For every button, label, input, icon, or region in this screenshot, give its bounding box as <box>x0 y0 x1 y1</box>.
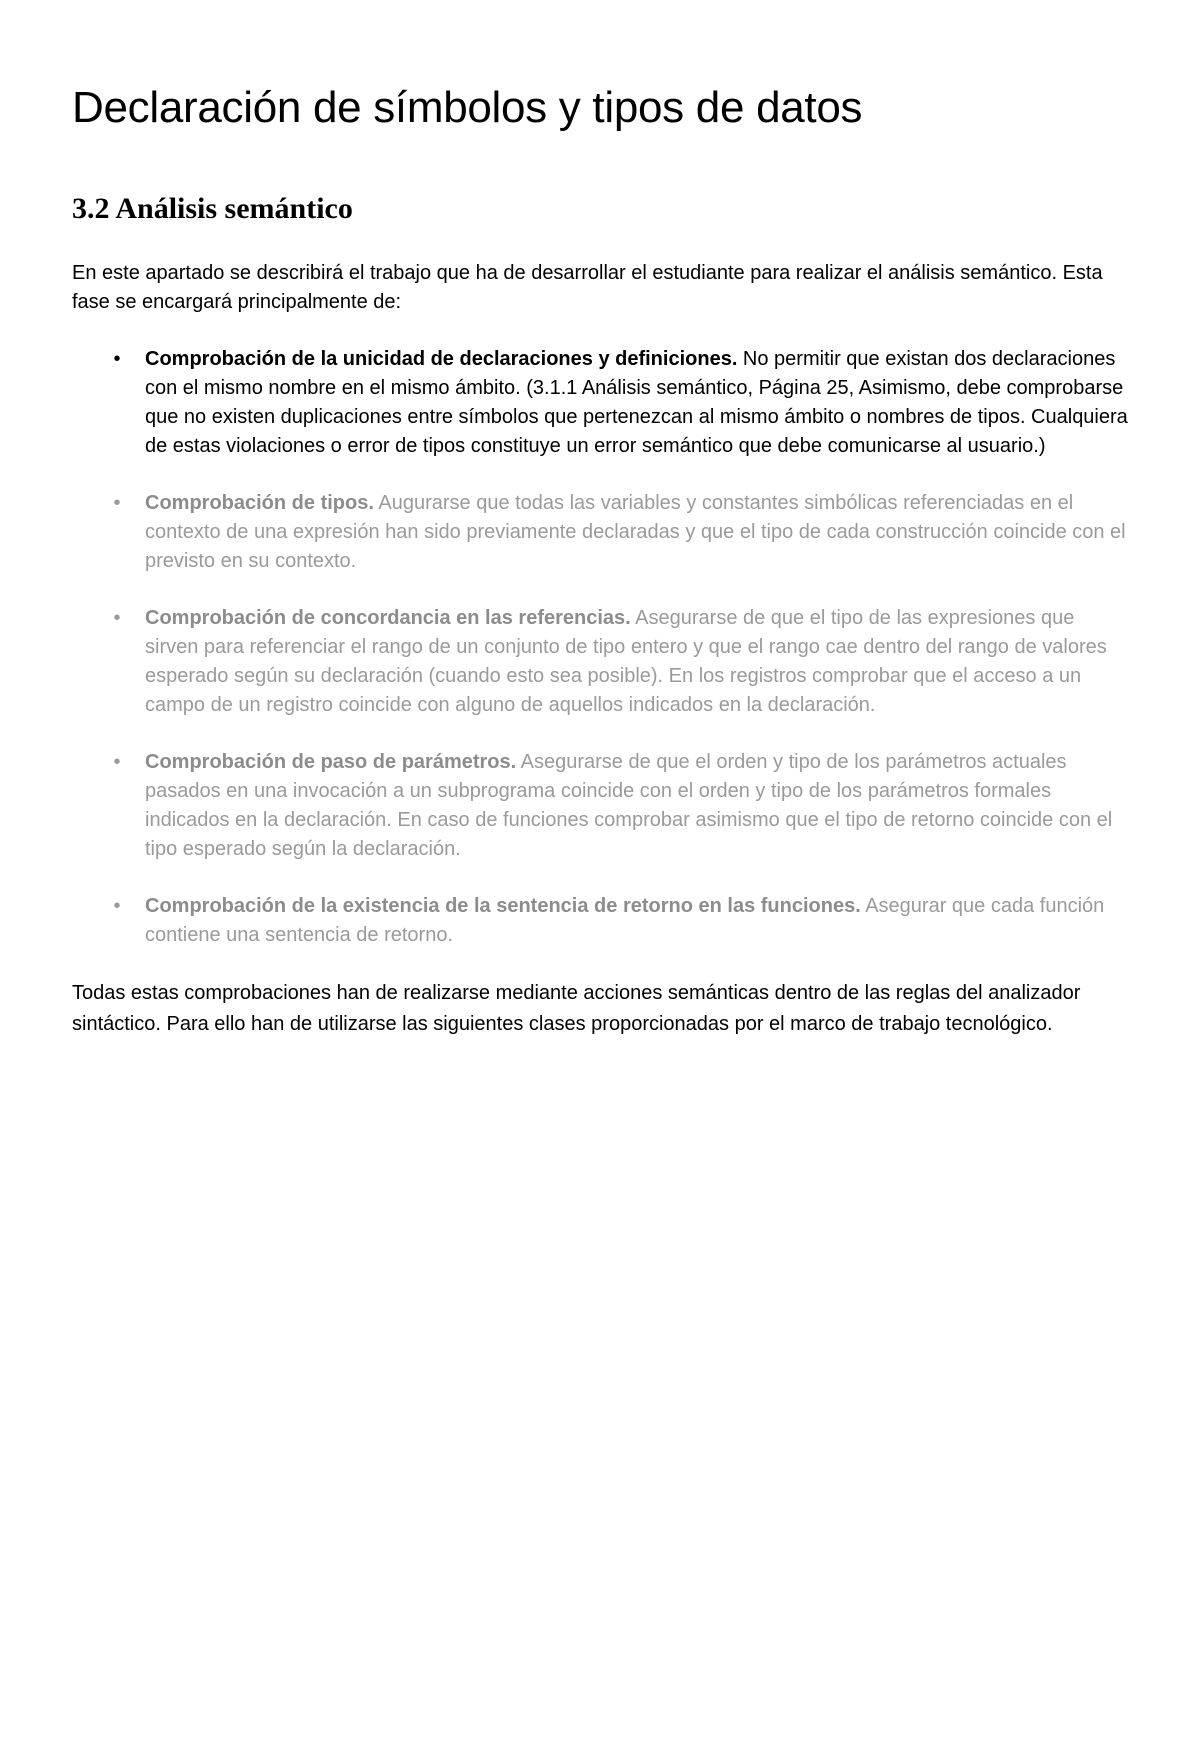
item-body: Asegurar que cada función contiene una sentencia de retorno. <box>145 895 1105 946</box>
list-item-references <box>72 604 1128 720</box>
item-lead: Comprobación de la existencia de la sentencia de retorno en las funciones. <box>145 895 861 917</box>
bullet-icon: • <box>113 492 121 514</box>
item-lead: Comprobación de tipos. <box>145 492 374 514</box>
checks-list <box>72 345 1128 950</box>
item-lead: Comprobación de concordancia en las referencias. <box>145 607 631 629</box>
list-item-parameters <box>72 748 1128 864</box>
intro-paragraph: En este apartado se describirá el trabajo que ha de desarrollar el estudiante para realizar el análisis semántico. Esta fase se encargará principalmente de: <box>72 262 1103 313</box>
bullet-icon: • <box>113 751 121 773</box>
bullet-icon: • <box>113 895 121 917</box>
item-body: Asegurarse de que el orden y tipo de los parámetros actuales pasados en una invocación a un subprograma coincide con el orden y tipo de los parámetros formales indicados en la declaración. En caso de funciones comprobar asimismo que el tipo de retorno coincide con el tipo esperado según la declaración. <box>145 751 1113 860</box>
bullet-icon: • <box>113 607 121 629</box>
item-lead: Comprobación de la unicidad de declaraciones y definiciones. <box>145 348 738 370</box>
closing-paragraph: Todas estas comprobaciones han de realizarse mediante acciones semánticas dentro de las reglas del analizador sintáctico. Para ello han de utilizarse las siguientes clases proporcionadas por el marco de trabajo tecnológico. <box>72 982 1081 1035</box>
document-title: Declaración de símbolos y tipos de datos <box>72 83 863 132</box>
list-item-return <box>72 892 1128 950</box>
section-heading: 3.2 Análisis semántico <box>72 192 353 225</box>
item-lead: Comprobación de paso de parámetros. <box>145 751 517 773</box>
item-body: Asegurarse de que el tipo de las expresiones que sirven para referenciar el rango de un conjunto de tipo entero y que el rango cae dentro del rango de valores esperado según su declaración (cuando esto sea posible). En los registros comprobar que el acceso a un campo de un registro coincide con alguno de aquellos indicados en la declaración. <box>145 607 1107 716</box>
item-body: Augurarse que todas las variables y constantes simbólicas referenciadas en el contexto de una expresión han sido previamente declaradas y que el tipo de cada construcción coincide con el previsto en su contexto. <box>145 492 1126 572</box>
list-item-uniqueness <box>72 345 1128 461</box>
item-body: No permitir que existan dos declaraciones con el mismo nombre en el mismo ámbito. (3.1.1 Análisis semántico, Página 25, Asimismo, debe comprobarse que no existen duplicaciones entre símbolos que pertenezcan al mismo ámbito o nombres de tipos. Cualquiera de estas violaciones o error de tipos constituye un error semántico que debe comunicarse al usuario.) <box>145 348 1128 457</box>
list-item-types <box>72 489 1128 576</box>
bullet-icon: • <box>113 348 121 370</box>
